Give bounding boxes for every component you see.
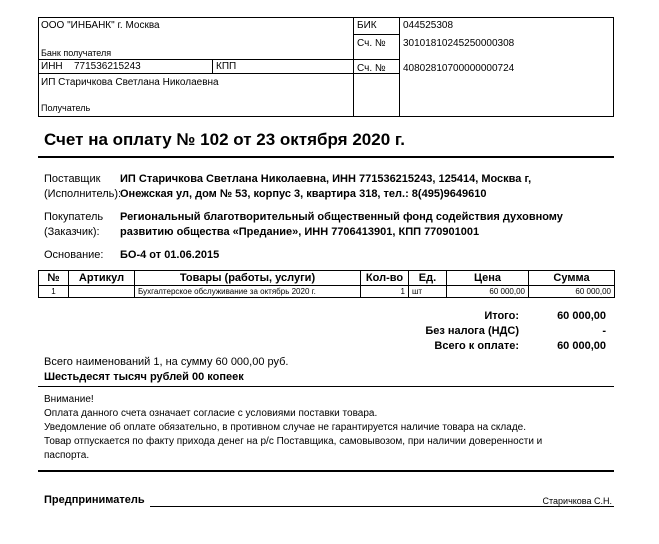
items-count-summary: Всего наименований 1, на сумму 60 000,00 руб. xyxy=(44,356,289,368)
vat-label: Без налога (НДС) xyxy=(425,325,519,337)
items-table xyxy=(38,270,615,298)
cell-qty: 1 xyxy=(361,286,409,298)
notes-heading: Внимание! xyxy=(44,394,94,405)
cell-number: 1 xyxy=(39,286,69,298)
kpp-label: КПП xyxy=(216,61,237,72)
summary-rule xyxy=(38,386,614,387)
supplier-details: ИП Старичкова Светлана Николаевна, ИНН 771536215243, 125414, Москва г, xyxy=(120,173,532,185)
corr-account-value: 30101810245250000308 xyxy=(403,38,515,49)
buyer-label-sub: (Заказчик): xyxy=(44,226,100,238)
supplier-label: Поставщик xyxy=(44,173,101,185)
cell-item: Бухгалтерское обслуживание за октябрь 2020 г. xyxy=(135,286,361,298)
cell-price: 60 000,00 xyxy=(447,286,529,298)
cell-article xyxy=(69,286,135,298)
notes-rule xyxy=(38,470,614,472)
notes-line: паспорта. xyxy=(44,450,90,461)
buyer-details-2: развитию общества «Предание», ИНН 7706413901, КПП 770901001 xyxy=(120,226,480,238)
border-line xyxy=(399,17,400,117)
border-line xyxy=(38,17,39,117)
inn-label: ИНН xyxy=(41,61,63,72)
supplier-details-2: Онежская ул, дом № 53, корпус 3, квартира 318, тел.: 8(495)9649610 xyxy=(120,188,487,200)
buyer-label: Покупатель xyxy=(44,211,104,223)
bank-name: ООО "ИНБАНК" г. Москва xyxy=(41,20,160,31)
table-row xyxy=(39,286,615,298)
cell-sum: 60 000,00 xyxy=(529,286,615,298)
inn-value: 771536215243 xyxy=(74,61,141,72)
border-line xyxy=(353,17,354,117)
account-value: 40802810700000000724 xyxy=(403,63,515,74)
table-header-row xyxy=(39,271,615,286)
column-header: Кол-во xyxy=(361,271,409,286)
border-line xyxy=(212,59,213,74)
border-line xyxy=(38,116,614,117)
cell-unit: шт xyxy=(409,286,447,298)
amount-in-words: Шестьдесят тысяч рублей 00 копеек xyxy=(44,371,244,383)
column-header: Ед. xyxy=(409,271,447,286)
signature-line xyxy=(150,506,614,507)
supplier-label-sub: (Исполнитель): xyxy=(44,188,122,200)
column-header: № xyxy=(39,271,69,286)
notes-line: Товар отпускается по факту прихода денег на р/с Поставщика, самовывозом, при наличии доверенности и xyxy=(44,436,543,447)
column-header: Товары (работы, услуги) xyxy=(135,271,361,286)
basis-value: БО-4 от 01.06.2015 xyxy=(120,249,220,261)
signature-name: Старичкова С.Н. xyxy=(542,496,612,506)
corr-account-label: Сч. № xyxy=(357,38,386,49)
total-label: Итого: xyxy=(484,310,519,322)
bik-label: БИК xyxy=(357,20,377,31)
recipient-name: ИП Старичкова Светлана Николаевна xyxy=(41,77,219,88)
column-header: Цена xyxy=(447,271,529,286)
border-line xyxy=(38,59,399,60)
column-header: Артикул xyxy=(69,271,135,286)
recipient-caption: Получатель xyxy=(41,103,91,113)
signature-role: Предприниматель xyxy=(44,494,145,506)
border-line xyxy=(613,17,614,117)
border-line xyxy=(38,73,399,74)
account-label: Сч. № xyxy=(357,63,386,74)
due-value: 60 000,00 xyxy=(557,340,606,352)
bank-details-block xyxy=(38,17,614,117)
vat-value: - xyxy=(602,325,606,337)
total-value: 60 000,00 xyxy=(557,310,606,322)
invoice-title: Счет на оплату № 102 от 23 октября 2020 г. xyxy=(44,130,405,149)
border-line xyxy=(38,17,614,18)
border-line xyxy=(353,34,399,35)
basis-label: Основание: xyxy=(44,249,104,261)
bank-caption: Банк получателя xyxy=(41,48,112,58)
title-rule xyxy=(38,156,614,158)
column-header: Сумма xyxy=(529,271,615,286)
bik-value: 044525308 xyxy=(403,20,454,31)
buyer-details: Региональный благотворительный общественный фонд содействия духовному xyxy=(120,211,563,223)
due-label: Всего к оплате: xyxy=(434,340,519,352)
notes-line: Оплата данного счета означает согласие с условиями поставки товара. xyxy=(44,408,378,419)
notes-line: Уведомление об оплате обязательно, в противном случае не гарантируется наличие товара на складе. xyxy=(44,422,526,433)
